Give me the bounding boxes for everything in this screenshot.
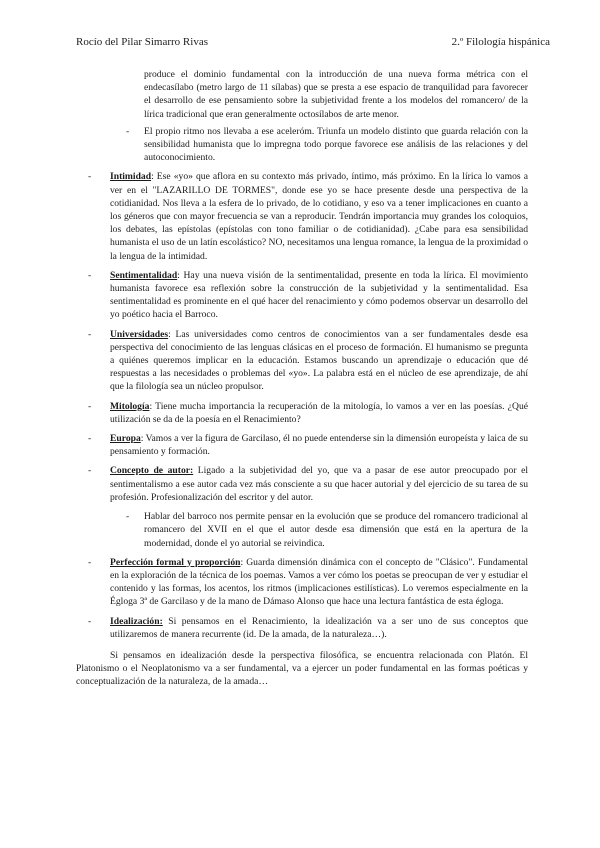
bullet-text: : Guarda dimensión dinámica con el concepto de "Clásico". Fundamental en la exploración de la técnica de los poemas. Vamos a ver cómo los poetas se preocupan de ver y estudiar el contenido y las formas, los acentos, los ritmos (implicaciones estilísticas). Lo veremos especialmente en la Égloga 3ª de Garcilaso y de la mano de Dámaso Alonso que hace una lectura fantástica de esta égloga. <box>110 556 528 608</box>
bullet-term: Intimidad <box>110 171 152 183</box>
bullet-term: Europa <box>110 433 141 445</box>
bullet-dash: - <box>126 125 130 137</box>
sub-bullet-text: El propio ritmo nos llevaba a ese aceleróm. Triunfa un modelo distinto que guarda relación con la sensibilidad humanista que lo impregna todo porque favorece ese análisis de las relaciones y del autoconocimiento. <box>144 125 528 164</box>
page-header <box>76 36 550 48</box>
bullet-dash: - <box>88 465 92 477</box>
closing-paragraph: Si pensamos en idealización desde la perspectiva filosófica, se encuentra relacionada con Platón. El Platonismo o el Neoplatonismo va a ser fundamental, va a ejercer un poder fundamental en las formas poéticas y conceptualización de la naturaleza, de la amada… <box>76 649 528 688</box>
bullet-item-intimidad <box>76 170 528 262</box>
bullet-term: Idealización: <box>110 615 163 627</box>
bullet-term: Universidades <box>110 328 169 340</box>
bullet-text: : Las universidades como centros de conocimientos van a ser fundamentales desde esa perspectiva del conocimiento de las lenguas clásicas en el proceso de formación. El humanismo se pregunta a quiénes queremos implicar en la educación. Estamos buscando un aprendizaje o educación que dé respuestas a las necesidades o problemas del «yo». La palabra está en el núcleo de ese aprendizaje, de ahí que la filología sea un núcleo propulsor. <box>110 328 528 393</box>
document-body <box>76 68 528 689</box>
sub-bullet-item <box>76 510 528 550</box>
bullet-dash: - <box>88 171 92 183</box>
bullet-dash: - <box>126 511 130 523</box>
bullet-dash: - <box>88 269 92 281</box>
bullet-text: Si pensamos en el Renacimiento, la idealización va a ser uno de sus conceptos que utilizaremos de manera recurrente (id. De la amada, de la naturaleza…). <box>110 615 528 640</box>
bullet-item-idealizacion <box>76 615 528 641</box>
bullet-dash: - <box>88 615 92 627</box>
bullet-text: : Tiene mucha importancia la recuperación de la mitología, lo vamos a ver en las poesías. ¿Qué utilización se da de la poesía en el Renacimiento? <box>110 400 528 425</box>
bullet-dash: - <box>88 433 92 445</box>
sub-bullet-text: Hablar del barroco nos permite pensar en la evolución que se produce del romancero tradicional al romancero del XVII en el que el autor desde esa dimensión que está en la apertura de la modernidad, donde el yo autorial se reivindica. <box>144 511 528 549</box>
bullet-text: Ligado a la subjetividad del yo, que va a pasar de ese autor preocupado por el sentimentalismo a ese autor cada vez más consciente a su que hacer autorial y del ejercicio de su tarea de su profesión. Profesionalización del escritor y del autor. <box>110 465 528 503</box>
bullet-text: : Hay una nueva visión de la sentimentalidad, presente en toda la lírica. El movimiento humanista favorece esa reflexión sobre la construcción de la subjetividad y la sentimentalidad. Esa sentimentalidad es prominente en el qué hacer del renacimiento y cómo podemos observar un desarrollo del yo poético hacia el Barroco. <box>110 269 528 321</box>
bullet-term: Concepto de autor: <box>110 465 194 477</box>
bullet-dash: - <box>88 400 92 412</box>
bullet-item-sentimentalidad <box>76 269 528 322</box>
bullet-term: Perfección formal y proporción <box>110 556 241 568</box>
bullet-text: : Ese «yo» que aflora en su contexto más privado, íntimo, más próximo. En la lírica lo vamos a ver en el "LAZARILLO DE TORMES", donde ese yo se hace presente desde una perspectiva de la cotidianidad. Nos lleva a la esfera de lo privado, de lo cotidiano, y eso va a tener implicaciones en cuanto a los géneros que con mayor frecuencia se van a reproducir. Tendrán importancia muy grandes los coloquios, los debates, las epístolas (epístolas con tono familiar o de cotidianidad). ¿Cabe para esa sensibilidad humanista el uso de un latín escolástico? NO, necesitamos una lengua romance, la lengua de la proximidad o la lengua de la intimidad. <box>110 171 528 262</box>
bullet-item-perfeccion-formal <box>76 556 528 609</box>
sub-bullet-item <box>76 125 528 165</box>
bullet-dash: - <box>88 328 92 340</box>
bullet-dash: - <box>88 556 92 568</box>
bullet-item-concepto-de-autor <box>76 464 528 504</box>
continuation-text: produce el dominio fundamental con la introducción de una nueva forma métrica con el endecasílabo (metro largo de 11 sílabas) que se presta a ese espacio de tranquilidad para favorecer el desarrollo de ese pensamiento sobre la subjetividad frente a los modelos del romancero/ de la lírica tradicional que eran generalmente octosílabos de arte menor. <box>144 69 528 120</box>
author-name: Rocío del Pilar Simarro Rivas <box>76 36 208 48</box>
course-name: 2.º Filología hispánica <box>451 36 550 48</box>
bullet-item-universidades <box>76 328 528 394</box>
bullet-term: Mitología <box>110 400 150 412</box>
bullet-term: Sentimentalidad <box>110 269 178 281</box>
bullet-item-europa <box>76 432 528 458</box>
bullet-item-mitologia <box>76 400 528 426</box>
bullet-text: : Vamos a ver la figura de Garcilaso, él no puede entenderse sin la dimensión europeísta y laica de su pensamiento y formación. <box>110 433 528 458</box>
